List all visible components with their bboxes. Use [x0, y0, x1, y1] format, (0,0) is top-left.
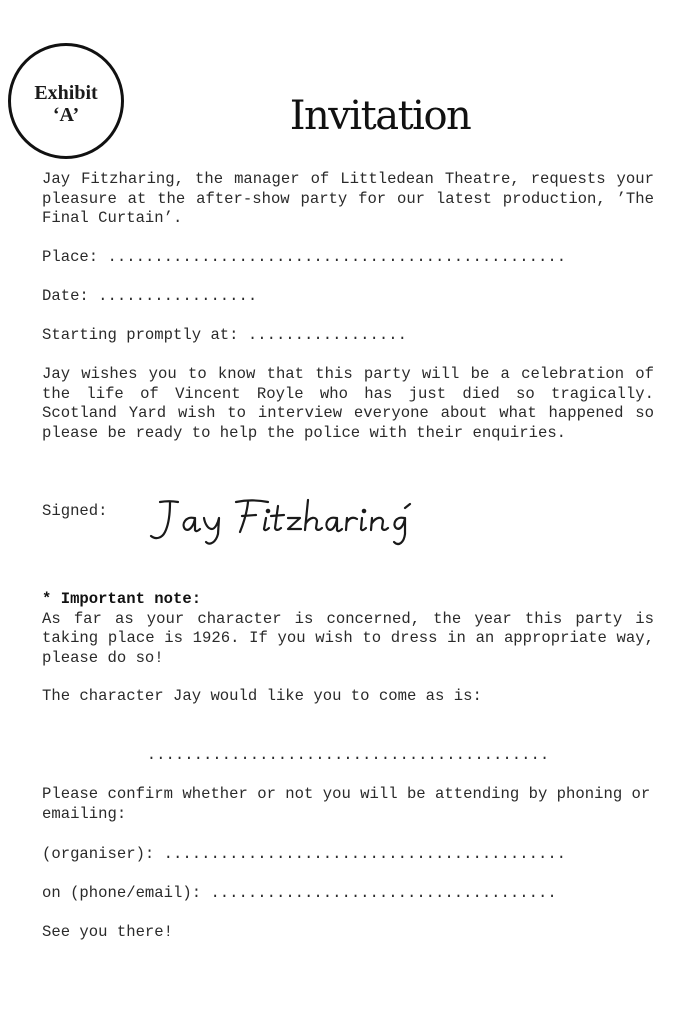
organiser-line	[42, 845, 654, 865]
start-time-line	[42, 326, 654, 346]
start-time-label: Starting promptly at:	[42, 326, 239, 344]
exhibit-label: Exhibit	[34, 82, 98, 104]
closing-line: See you there!	[42, 923, 174, 941]
date-line	[42, 287, 654, 307]
signature-image	[148, 490, 448, 550]
exhibit-stamp	[8, 43, 124, 159]
organiser-dots: ...........................................	[163, 845, 567, 863]
signed-label: Signed:	[42, 502, 108, 520]
organiser-label: (organiser):	[42, 845, 155, 863]
signature	[148, 490, 448, 550]
exhibit-letter: ‘A’	[52, 104, 80, 126]
place-dots: .................................................	[107, 248, 567, 266]
page-title: Invitation	[289, 93, 471, 139]
contact-dots: .....................................	[210, 884, 557, 902]
place-line	[42, 248, 654, 268]
date-label: Date:	[42, 287, 89, 305]
start-time-dots: .................	[247, 326, 407, 344]
important-note-heading: * Important note:	[42, 590, 202, 608]
place-label: Place:	[42, 248, 99, 266]
important-note	[42, 590, 654, 668]
costume-dots: ...........................................	[146, 746, 550, 764]
confirm-paragraph: Please confirm whether or not you will be attending by phoning or emailing:	[42, 785, 651, 823]
costume-prompt: The character Jay would like you to come as is:	[42, 687, 482, 705]
body-paragraph: Jay wishes you to know that this party will be a celebration of the life of Vincent Royle who has just died so tragically. Scotland Yard wish to interview everyone about what happened so please be ready to help the police with their enquiries.	[42, 365, 654, 442]
date-dots: .................	[98, 287, 258, 305]
intro-paragraph: Jay Fitzharing, the manager of Littledean Theatre, requests your pleasure at the after-show party for our latest production, ’The Final Curtain’.	[42, 170, 654, 227]
contact-label: on (phone/email):	[42, 884, 202, 902]
contact-line	[42, 884, 654, 904]
important-note-text: As far as your character is concerned, the year this party is taking place is 1926. If you wish to dress in an appropriate way, please do so!	[42, 609, 654, 667]
